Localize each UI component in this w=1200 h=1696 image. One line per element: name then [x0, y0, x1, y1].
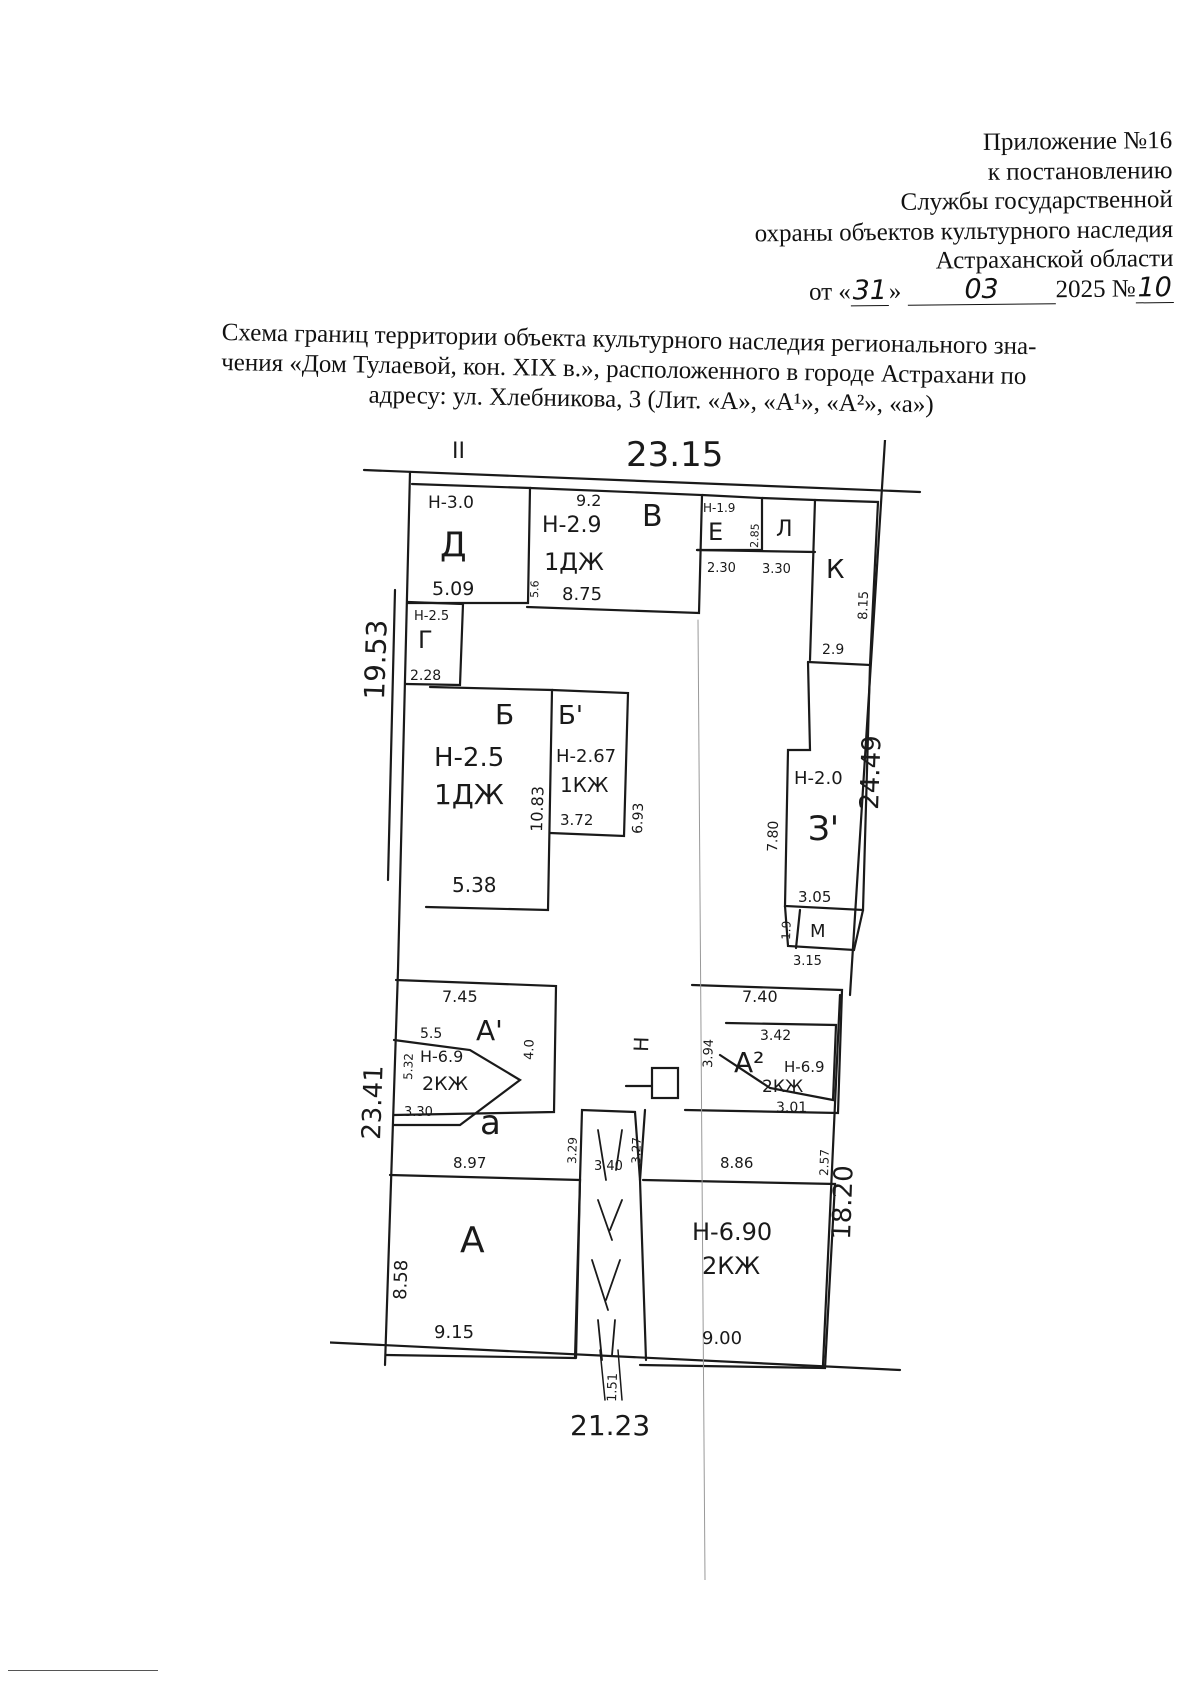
appendix-line-5: Астраханской области	[935, 244, 1174, 275]
dim-B-side: 10.83	[527, 785, 548, 833]
label-A2: А²	[734, 1046, 765, 1079]
dim-V-side: 5.6	[528, 580, 542, 599]
dim-R-width: 9.00	[702, 1328, 743, 1349]
dim-B1-side: 6.93	[630, 802, 648, 835]
date-month: 03	[907, 275, 1055, 306]
height-G: Н-2.5	[414, 609, 450, 624]
type-R: 2КЖ	[702, 1252, 761, 1280]
type-B1: 1КЖ	[560, 773, 609, 797]
label-a: а	[480, 1103, 501, 1143]
appendix-block	[572, 126, 1174, 309]
date-prefix: от «	[808, 277, 851, 306]
document-number: 10	[1137, 271, 1173, 303]
center-axis	[698, 620, 705, 1580]
dim-passage-left: 3.29	[565, 1136, 580, 1165]
dim-A-top: 8.97	[453, 1154, 487, 1172]
dim-A2-bottom: 3.01	[776, 1100, 808, 1116]
label-K: К	[826, 555, 845, 585]
dim-passage-right: 3.27	[629, 1136, 644, 1165]
dim-B1-width: 3.72	[560, 811, 594, 829]
dim-D-width: 5.09	[432, 578, 475, 600]
label-L: Л	[776, 517, 793, 542]
appendix-number: Приложение №16	[982, 126, 1173, 156]
footnote-rule	[8, 1670, 158, 1671]
height-B: Н-2.5	[434, 743, 505, 773]
appendix-line-4: охраны объектов культурного наследия	[754, 215, 1174, 247]
building-L-bottom	[697, 550, 815, 552]
dim-A1-right: 4.0	[522, 1038, 538, 1061]
type-B: 1ДЖ	[434, 778, 504, 811]
building-A	[386, 1175, 580, 1358]
dim-E-width: 2.30	[707, 561, 736, 576]
title-line-3: адресу: ул. Хлебникова, 3 (Лит. «А», «А¹», «А²», «а»)	[368, 381, 934, 419]
dim-A2-top: 7.40	[742, 987, 778, 1006]
appendix-line-2: к постановлению	[987, 156, 1173, 186]
dim-Z1-width: 3.05	[798, 888, 832, 906]
dim-outer-right-upper: 24.49	[855, 734, 888, 811]
label-A: А	[460, 1220, 485, 1261]
boundary-scheme	[330, 440, 990, 1580]
building-L	[762, 498, 815, 500]
label-G: Г	[418, 626, 433, 654]
dim-A2-left: 3.94	[701, 1038, 718, 1069]
height-Z1: Н-2.0	[794, 768, 843, 789]
title-line-1: Схема границ территории объекта культурного наследия регионального зна-	[221, 318, 1037, 361]
title-line-2: чения «Дом Тулаевой, кон. XIX в.», расположенного в городе Астрахани по	[220, 348, 1027, 391]
height-V: Н-2.9	[542, 513, 602, 538]
height-B1: Н-2.67	[556, 746, 617, 767]
label-A1: А'	[476, 1014, 503, 1047]
dim-outer-bottom: 21.23	[570, 1409, 651, 1442]
type-V: 1ДЖ	[544, 548, 604, 576]
label-V: В	[642, 499, 663, 534]
outer-boundary-left-upper	[398, 472, 410, 970]
dim-R-side: 2.57	[817, 1148, 832, 1177]
document-title	[220, 318, 1151, 424]
dim-A-side: 8.58	[390, 1259, 413, 1301]
dim-A2-inner-top: 3.42	[760, 1028, 792, 1044]
dim-B-width: 5.38	[452, 873, 497, 897]
building-L-right	[810, 500, 815, 660]
dim-M-width: 3.15	[793, 954, 822, 969]
type-A1: 2КЖ	[422, 1073, 469, 1095]
label-D: Д	[440, 525, 467, 565]
dim-V-top: 9.2	[576, 491, 602, 510]
height-R: Н-6.90	[692, 1218, 773, 1246]
dim-A-width: 9.15	[434, 1322, 475, 1343]
dim-passage-width: 3.40	[594, 1159, 623, 1174]
mark-top-left: II	[452, 440, 465, 464]
dim-L-width: 3.30	[762, 562, 791, 577]
dim-M-side: 1.9	[779, 920, 794, 941]
date-year: 2025 №	[1055, 274, 1136, 303]
dim-outer-right-lower: 18.20	[827, 1164, 860, 1241]
outer-boundary-left-lower	[385, 970, 398, 1365]
height-A2: Н-6.9	[784, 1058, 825, 1076]
date-mid: »	[888, 277, 908, 305]
label-M: М	[810, 921, 826, 942]
dim-K-width: 2.9	[822, 642, 845, 658]
height-A1: Н-6.9	[420, 1047, 464, 1066]
dim-bottom-passage: 1.51	[605, 1372, 622, 1403]
building-M-top	[796, 910, 800, 948]
dim-outer-top: 23.15	[626, 440, 724, 475]
scheme-drawing	[330, 440, 990, 1580]
dim-R-top: 8.86	[720, 1154, 754, 1172]
dim-outer-left-lower: 23.41	[357, 1064, 390, 1141]
appendix-line-3: Службы государственной	[900, 185, 1173, 216]
label-Z1: З'	[808, 809, 840, 849]
dim-G-width: 2.28	[410, 668, 442, 684]
dim-A1-left: 5.32	[401, 1052, 416, 1081]
appendix-date-line	[574, 273, 1174, 309]
label-B1: Б'	[558, 701, 583, 731]
type-A2: 2КЖ	[762, 1077, 804, 1097]
dim-Z1-side: 7.80	[765, 820, 783, 853]
dim-E-side: 2.85	[748, 523, 762, 549]
dim-V-width: 8.75	[562, 584, 603, 605]
dim-A1-small: 5.5	[420, 1026, 443, 1042]
height-E: Н-1.9	[703, 501, 736, 515]
dim-A1-bottom: 3.30	[404, 1105, 433, 1120]
height-D: Н-3.0	[428, 493, 474, 513]
label-N: Н	[629, 1036, 654, 1053]
well-N	[652, 1068, 678, 1098]
label-E: Е	[708, 518, 724, 546]
label-B: Б	[495, 698, 515, 731]
date-day: 31	[852, 274, 888, 306]
dim-A1-top: 7.45	[442, 987, 478, 1006]
dim-outer-left-upper: 19.53	[358, 618, 394, 701]
dim-K-side: 8.15	[856, 590, 873, 621]
